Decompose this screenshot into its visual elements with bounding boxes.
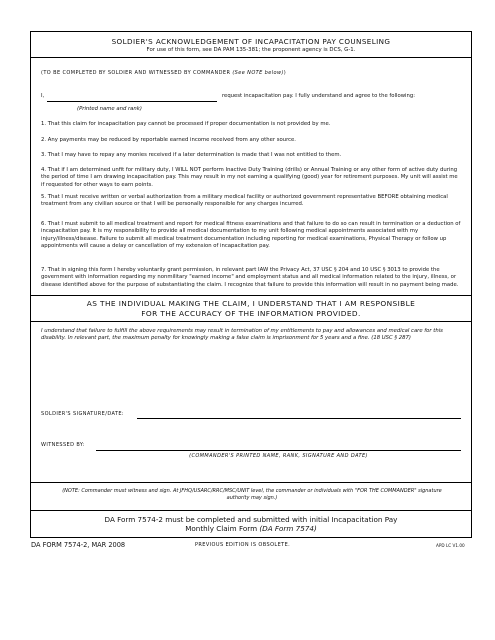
soldier-signature-label: SOLDIER'S SIGNATURE/DATE: xyxy=(41,411,125,417)
instruction xyxy=(41,70,286,76)
name-caption: (Printed name and rank) xyxy=(77,106,142,112)
item-5: 5. That I must receive written or verbal authorization from a military medical facility or authorized government representative BEFORE obtaining medical treatment from any civilian source or that I will be personally responsible for any charges incurred. xyxy=(41,194,448,208)
divider xyxy=(31,482,471,483)
submission-text: Monthly Claim Form xyxy=(185,524,260,533)
submission-line-1: DA Form 7574-2 must be completed and submitted with initial Incapacitation Pay xyxy=(104,515,398,524)
instruction-text: (TO BE COMPLETED BY SOLDIER AND WITNESSED BY COMMANDER xyxy=(41,70,233,76)
version-label: APD LC V1.00 xyxy=(436,543,465,548)
statement-text: request incapacitation pay. I fully understand and agree to the following: xyxy=(222,93,416,99)
submission-line-2 xyxy=(31,525,471,534)
printed-name-field[interactable] xyxy=(47,101,217,102)
counseling-form xyxy=(30,31,472,538)
statement-i: I, xyxy=(41,93,45,99)
item-1: 1. That this claim for incapacitation pay cannot be processed if proper documentation is not provided by me. xyxy=(41,121,331,127)
edition-note: PREVIOUS EDITION IS OBSOLETE. xyxy=(195,542,291,548)
item-6: 6. That I must submit to all medical treatment and report for medical fitness examinations and that failure to do so can result in termination or a deduction of incapacitation pay. It is my responsibility to provide all medical documentation to my unit following medical appointments associated with my injury/illness/disease. Failure to submit all medical treatment documentation including reporting for medical examinations, Physical Therapy or follow up appointments will cause a delay or cancellation of my extension of incapacitation pay. xyxy=(41,221,461,249)
form-title: SOLDIER'S ACKNOWLEDGEMENT OF INCAPACITATION PAY COUNSELING xyxy=(111,37,391,46)
item-7: 7. That in signing this form I hereby voluntarily grant permission, in relevant part IAW the Privacy Act, 37 USC § 204 and 10 USC § 3013 to provide the government with information regarding my nonmilitary "earned income" and employment status and all medical information related to the injury, illness, or disease identified above for the purpose of substantiating the claim. I recognize that failure to provide this information will result in no payment being made. xyxy=(41,267,459,288)
form-subtitle: For use of this form, see DA PAM 135-381; the proponent agency is DCS, G-1. xyxy=(146,47,356,53)
commander-caption: (COMMANDER'S PRINTED NAME, RANK, SIGNATURE AND DATE) xyxy=(189,453,368,459)
form-number: DA FORM 7574-2, MAR 2008 xyxy=(31,541,126,549)
commander-note: (NOTE: Commander must witness and sign. At JFHQ/USARC/RRC/MSC/UNIT level, the commander or individuals with "FOR THE COMMANDER" signature authority may sign.) xyxy=(62,488,442,502)
responsibility-line-1: AS THE INDIVIDUAL MAKING THE CLAIM, I UNDERSTAND THAT I AM RESPONSIBLE xyxy=(86,299,416,308)
divider xyxy=(31,321,471,322)
soldier-signature-field[interactable] xyxy=(137,418,461,419)
witness-signature-field[interactable] xyxy=(96,450,461,451)
divider xyxy=(31,57,471,58)
submission-form-ref: (DA Form 7574) xyxy=(259,524,317,533)
item-2: 2. Any payments may be reduced by reportable earned income received from any other source. xyxy=(41,137,296,143)
warning-text: I understand that failure to fulfill the above requirements may result in termination of my entitlements to pay and allowances and medical care for this disability. In relevant part, the maximum penalty for knowingly making a false claim is imprisonment for 5 years and a fine. (18 USC § 287) xyxy=(41,328,443,342)
see-note-text: (See NOTE below) xyxy=(232,70,284,76)
witness-label: WITNESSED BY: xyxy=(41,442,85,448)
item-3: 3. That I may have to repay any monies received if a later determination is made that I was not entitled to them. xyxy=(41,152,342,158)
responsibility-line-2: FOR THE ACCURACY OF THE INFORMATION PROVIDED. xyxy=(141,309,361,318)
divider xyxy=(31,510,471,511)
divider xyxy=(31,295,471,296)
item-4: 4. That if I am determined unfit for military duty, I WILL NOT perform Inactive Duty Training (drills) or Annual Training or any other form of active duty during the period of time I am drawing incapacitation pay. This may result in my not earning a qualifying (good) year for retirement purposes. My unit will assist me if requested for other ways to earn points. xyxy=(41,167,458,188)
instruction-close: ) xyxy=(283,70,287,76)
